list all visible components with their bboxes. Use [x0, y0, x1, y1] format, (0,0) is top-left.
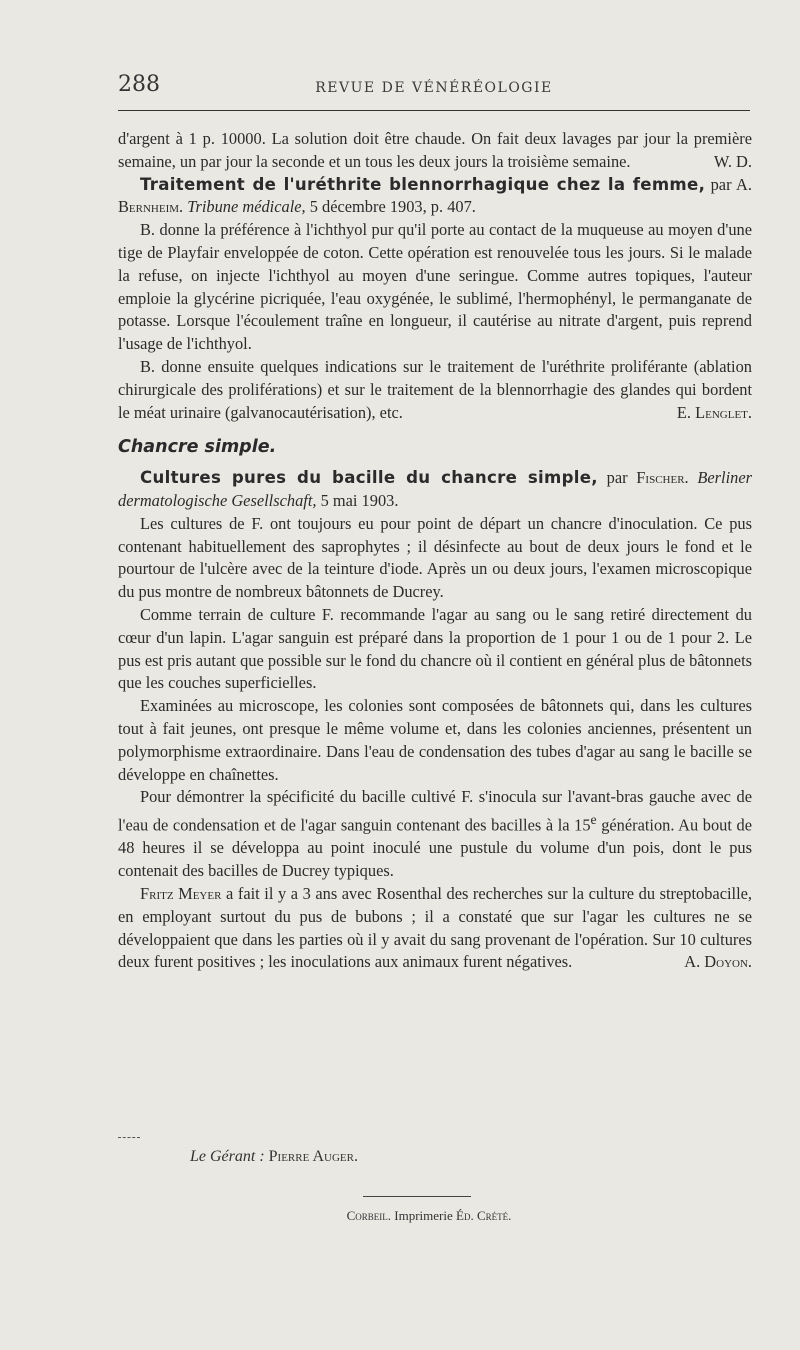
paragraph: B. donne ensuite quelques indications sur le traitement de l'uréthrite proliférante (ablation chirurgicale des proliférations) et sur le traitement de la blennorrhagie des glandes qui bordent le méat urinaire (galvanocautérisation), etc. E. Lenglet. — [118, 356, 752, 424]
section-heading: Chancre simple. — [118, 437, 277, 458]
page-header — [118, 72, 750, 102]
author-name: Fischer. — [636, 468, 689, 488]
paragraph: B. donne la préférence à l'ichthyol pur qu'il porte au contact de la muqueuse au moyen d'une tige de Playfair enveloppée de coton. Cette opération est renouvelée tous les jours. Si le malade la refuse, on injecte l'ichthyol au moyen d'une seringue. Comme autres topiques, l'auteur emploie la glycérine picriquée, l'eau oxygénée, le sublimé, l'hermophényl, le permanganate de potasse. Lorsque l'écoulement traîne en longueur, il cautérise au nitrate d'argent, puis reprend l'usage de l'ichthyol. — [118, 220, 752, 354]
signature-wd: W. D. — [713, 151, 752, 171]
article-title: Traitement de l'uréthrite blennorrhagique chez la femme, — [140, 174, 706, 194]
paragraph: Pour démontrer la spécificité du bacille cultivé F. s'inocula sur l'avant-bras gauche avec de l'eau de condensation et de l'agar sanguin contenant des bacilles à la 15e génération. Au bout de 48 heures il se développa au point inoculé une pustule du volume d'un pois, dont le pus contenait des bacilles de Ducrey typiques. — [118, 787, 752, 881]
header-rule — [118, 110, 750, 111]
paragraph: Fritz Meyer a fait il y a 3 ans avec Rosenthal des recherches sur la culture du streptobacille, en employant surtout du pus de bubons ; il a constaté que sur l'agar les cultures ne se développaient que dans les parties où il y avait du sang provenant de l'opération. Sur 10 cultures deux furent positives ; les inoculations aux animaux furent négatives. A. Doyon. — [118, 883, 752, 974]
journal-name: Berliner dermatologische Gesellschaft, — [118, 468, 752, 510]
author-name: Fritz Meyer — [140, 883, 222, 903]
signature-doyon: A. Doyon. — [684, 952, 752, 972]
paragraph: Les cultures de F. ont toujours eu pour point de départ un chancre d'inoculation. Ce pus contenant habituellement des saprophytes ; il désinfecte au bout de deux jours le fond et le pourtour de l'ulcère avec de la teinture d'iode. Après un ou deux jours, l'examen microscopique du pus montre de nombreux bâtonnets de Ducrey. — [118, 513, 752, 602]
article-heading-cultures: Cultures pures du bacille du chancre simple, par Fischer. Berliner dermatologische Gesellschaft, 5 mai 1903. — [118, 468, 752, 510]
gerant-line: Le Gérant : Pierre Auger. — [190, 1148, 358, 1165]
paragraph: Examinées au microscope, les colonies sont composées de bâtonnets qui, dans les cultures tout à fait jeunes, ont presque le même volume et, dans les colonies anciennes, présentent un polymorphisme extraordinaire. Dans l'eau de condensation des tubes d'agar au sang le bacille se développe en chaînettes. — [118, 696, 752, 784]
page-number: 288 — [118, 72, 160, 97]
paragraph-continuation: d'argent à 1 p. 10000. La solution doit être chaude. On fait deux lavages par jour la première semaine, un par jour la seconde et un tous les deux jours la troisième semaine. W. D. — [118, 128, 752, 174]
signature-lenglet: E. Lenglet. — [676, 402, 752, 422]
author-name: Bernheim — [118, 197, 180, 217]
end-mark — [118, 1137, 140, 1138]
journal-name: Tribune médicale, — [187, 197, 306, 217]
printer-imprint: Corbeil. Imprimerie Éd. Crété. — [346, 1208, 512, 1223]
paragraph: Comme terrain de culture F. recommande l'agar au sang ou le sang retiré directement du cœur d'un lapin. L'agar sanguin est préparé dans la proportion de 1 pour 1 ou de 1 pour 2. Le pus est pris autant que possible sur le fond du chancre où il contient en général plus de bâtonnets que les couches superficielles. — [118, 604, 752, 693]
article-heading-uretrite: Traitement de l'uréthrite blennorrhagique chez la femme, par A. Bernheim. Tribune médicale, 5 décembre 1903, p. 407. — [118, 174, 752, 217]
article-title: Cultures pures du bacille du chancre simple, — [140, 468, 598, 488]
article-body — [118, 128, 752, 974]
running-title: REVUE DE VÉNÉRÉOLOGIE — [315, 80, 553, 96]
footer-rule — [363, 1196, 471, 1197]
